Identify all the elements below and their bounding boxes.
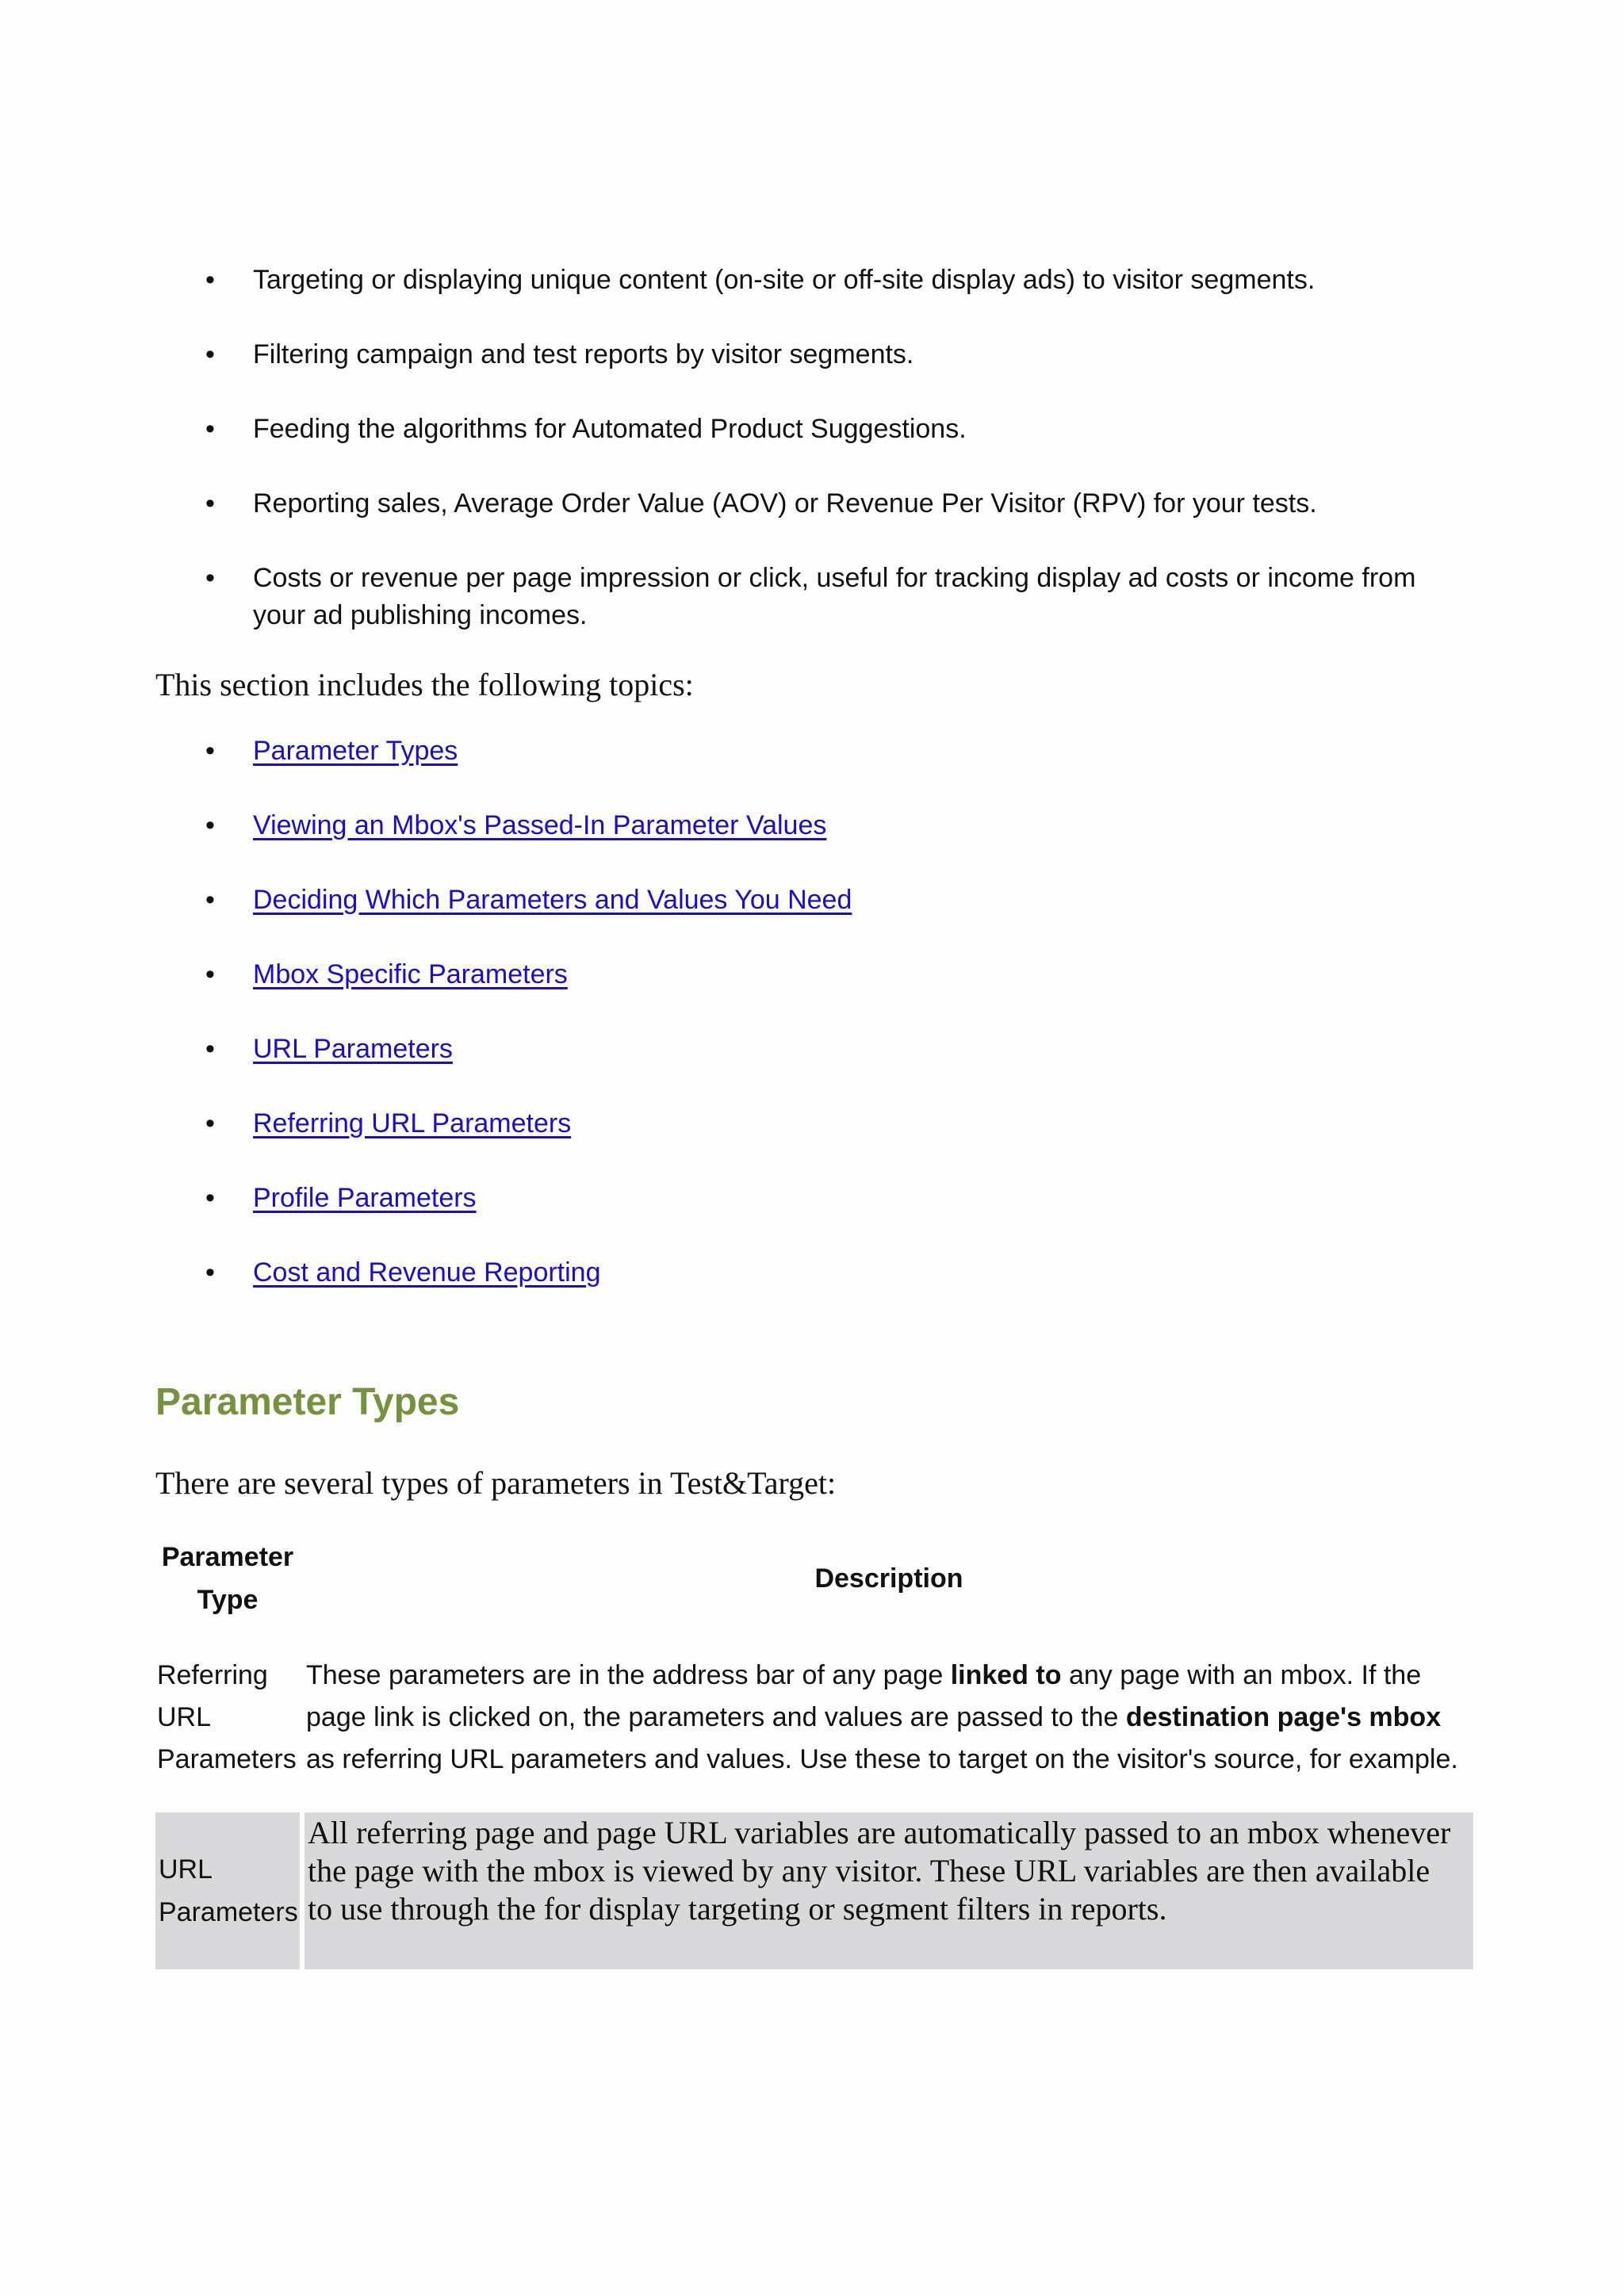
topic-link-cost-revenue[interactable]: Cost and Revenue Reporting [253, 1257, 601, 1288]
list-item [155, 411, 1473, 448]
topic-item [155, 1105, 1473, 1142]
list-item [155, 560, 1473, 634]
table-row [155, 1655, 1473, 1812]
cell-text: as referring URL parameters and values. Use these to target on the visitor's source, for example. [306, 1744, 1458, 1774]
topic-item [155, 882, 1473, 919]
cell-description: All referring page and page URL variables are automatically passed to an mbox whenever the page with the mbox is viewed by any visitor. These URL variables are then available to use through the for display targeting or segment filters in reports. [304, 1812, 1473, 1969]
section-intro: There are several types of parameters in Test&Target: [155, 1465, 837, 1501]
bullet-icon: • [205, 885, 215, 915]
topic-link-referring-url[interactable]: Referring URL Parameters [253, 1108, 572, 1138]
header-text: Parameter [161, 1542, 294, 1572]
list-item [155, 336, 1473, 373]
bullet-icon: • [205, 1183, 215, 1213]
bullet-icon: • [205, 265, 215, 295]
topic-link-profile-parameters[interactable]: Profile Parameters [253, 1183, 477, 1213]
cell-text: These parameters are in the address bar of any page [306, 1660, 951, 1690]
topic-link-deciding-parameters[interactable]: Deciding Which Parameters and Values You Need [253, 885, 852, 915]
bullet-icon: • [205, 736, 215, 766]
cell-type [155, 1812, 300, 1969]
bullet-icon: • [205, 1108, 215, 1138]
topic-item [155, 1031, 1473, 1068]
topic-link-parameter-types[interactable]: Parameter Types [253, 736, 458, 766]
topic-item [155, 1180, 1473, 1217]
topic-link-viewing-mbox-values[interactable]: Viewing an Mbox's Passed-In Parameter Values [253, 810, 827, 840]
cell-text-bold: linked to [950, 1660, 1062, 1690]
bullet-icon: • [205, 488, 215, 519]
topic-item [155, 807, 1473, 844]
list-item-text: Targeting or displaying unique content (on-site or off-site display ads) to visitor segments. [253, 265, 1316, 295]
cell-type [155, 1655, 300, 1812]
bullet-icon: • [205, 1034, 215, 1064]
section-heading: Parameter Types [155, 1381, 460, 1423]
topic-item [155, 1254, 1473, 1292]
bullet-icon: • [205, 563, 215, 593]
cell-text-bold: destination page's mbox [1125, 1702, 1442, 1732]
bullet-icon: • [205, 414, 215, 444]
cell-text: Parameters [159, 1897, 298, 1927]
topics-intro: This section includes the following topics: [155, 667, 694, 702]
list-item [155, 485, 1473, 522]
list-item-text: Reporting sales, Average Order Value (AOV) or Revenue Per Visitor (RPV) for your tests. [253, 488, 1317, 519]
document-page [155, 262, 1473, 1969]
topic-link-url-parameters[interactable]: URL Parameters [253, 1034, 453, 1064]
cell-description [304, 1655, 1473, 1812]
topic-link-mbox-specific[interactable]: Mbox Specific Parameters [253, 959, 568, 989]
table-row [155, 1812, 1473, 1969]
feature-list [155, 262, 1473, 634]
header-description: Description [814, 1563, 963, 1594]
header-parameter-type [155, 1536, 300, 1655]
cell-text: Parameters [157, 1744, 297, 1774]
list-item-text: Filtering campaign and test reports by visitor segments. [253, 339, 914, 369]
bullet-icon: • [205, 339, 215, 369]
cell-text: URL [159, 1854, 213, 1885]
list-item-text: Feeding the algorithms for Automated Product Suggestions. [253, 414, 967, 444]
list-item [155, 262, 1473, 299]
bullet-icon: • [205, 1257, 215, 1288]
parameter-types-table [151, 1536, 1478, 1969]
cell-text: URL [157, 1702, 212, 1732]
topic-item [155, 733, 1473, 770]
table-header-row [155, 1536, 1473, 1655]
topics-list [155, 733, 1473, 1292]
topic-item [155, 956, 1473, 993]
list-item-text: Costs or revenue per page impression or click, useful for tracking display ad costs or income from your ad publishing incomes. [253, 563, 1416, 630]
cell-text: Referring [157, 1660, 268, 1690]
cell-text: any page with an mbox. If the page link is clicked on, the parameters and values are passed to the [306, 1660, 1422, 1732]
bullet-icon: • [205, 959, 215, 989]
bullet-icon: • [205, 810, 215, 840]
header-text: Type [197, 1585, 259, 1615]
